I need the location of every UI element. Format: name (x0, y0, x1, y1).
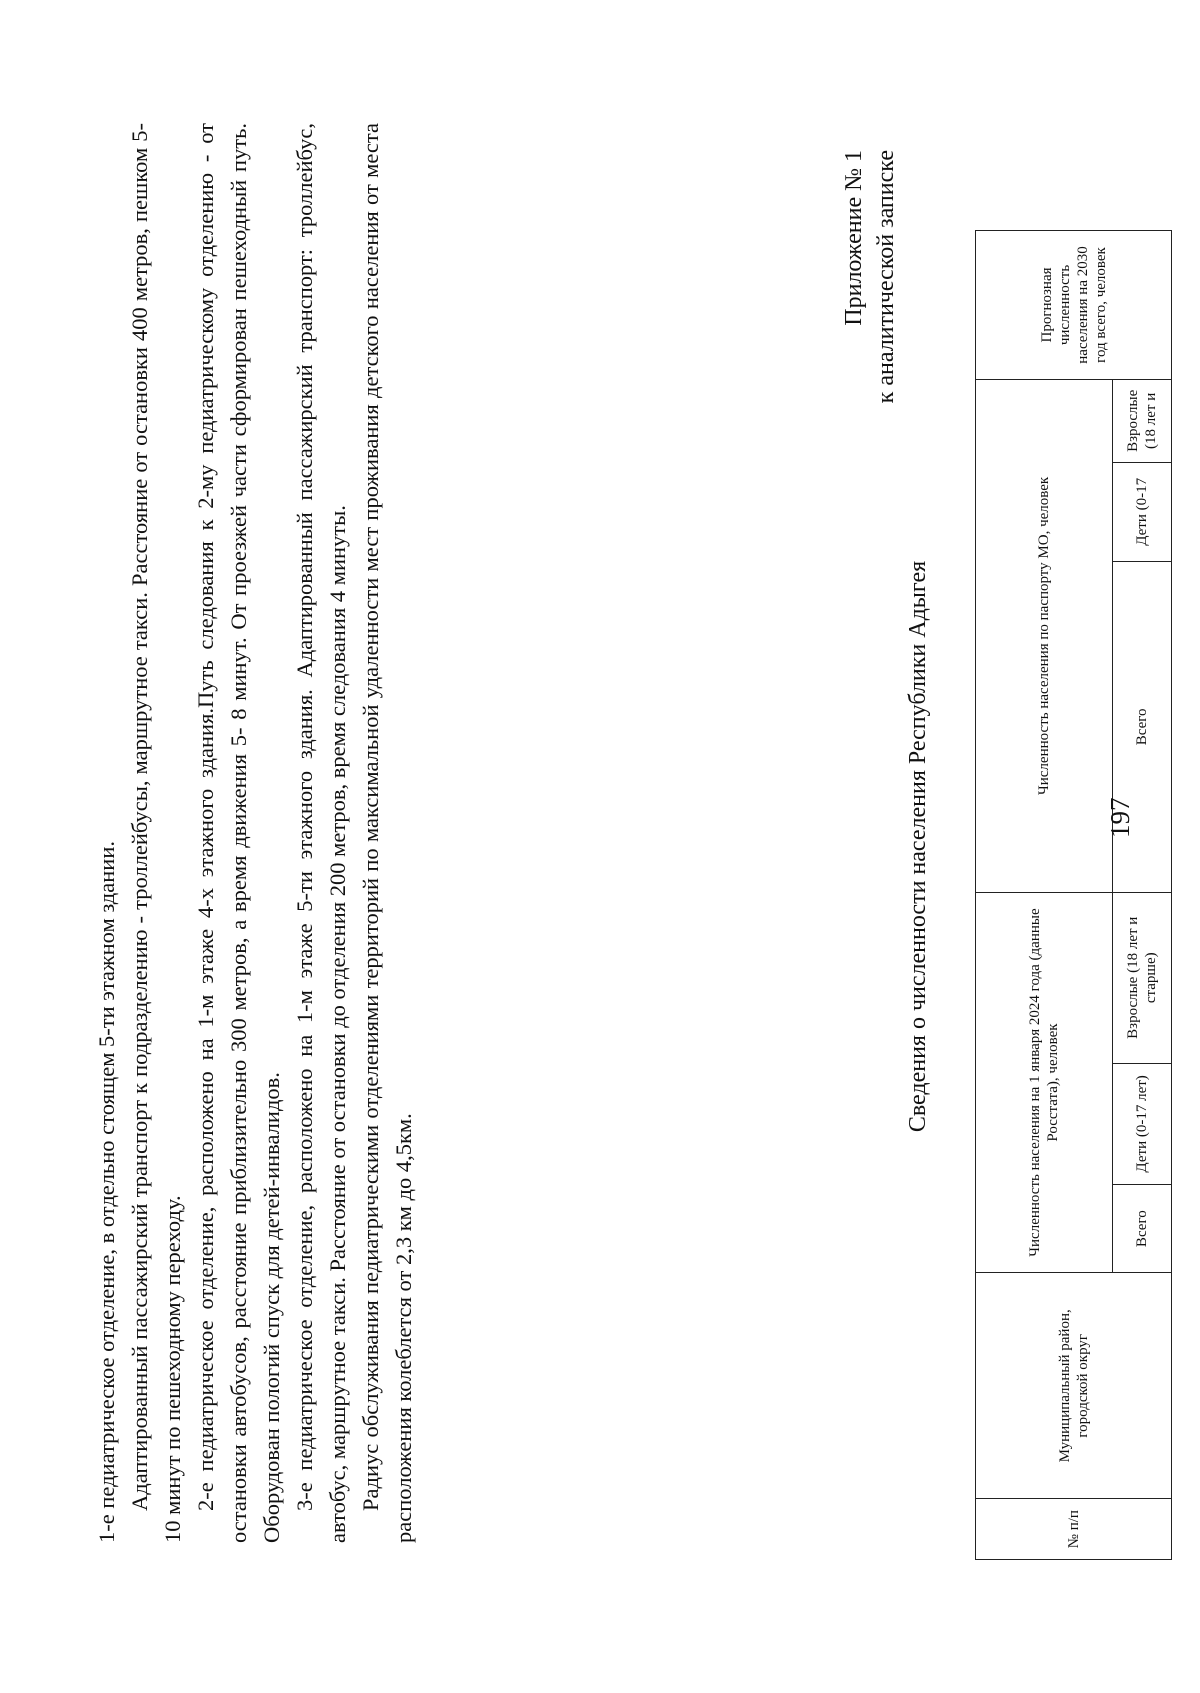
subheader-cell-children: Дети (0-17 лет) (1113, 1063, 1172, 1184)
subheader-cell-adults: Взрослые (18 лет и старше) (1113, 892, 1172, 1063)
header-cell-number: № п/п (976, 1499, 1172, 1560)
page-number: 197 (1105, 797, 1135, 838)
appendix-heading (838, 150, 902, 403)
paragraph: Адаптированный пассажирский транспорт к подразделению - троллейбусы, маршрутное такси. Расстояние от остановки 400 метров, пешком 5-10 минут по пешеходному переходу. (127, 123, 185, 1543)
appendix-line: к аналитической записке (873, 150, 899, 404)
subheader-cell-adults: Взрослые (18 лет и (1113, 379, 1172, 462)
subheader-cell-children: Дети (0-17 (1113, 462, 1172, 561)
paragraph: 1-е педиатрическое отделение, в отдельно стоящем 5-ти этажном здании. (94, 841, 119, 1543)
header-cell-forecast: Прогнозная численность населения на 2030 год всего, человек (976, 231, 1172, 380)
paragraph: 2-е педиатрическое отделение, расположено на 1-м этаже 4-х этажного здания.Путь следования к 2-му педиатрическому отделению - от остановки автобусов, расстояние приблизительно 300 метров, а время движения 5- 8 минут. От проезжей части сформирован пешеходный путь. Оборудован пологий спуск для детей-инвалидов. (193, 123, 284, 1543)
header-cell-district: Муниципальный район, городской округ (976, 1273, 1172, 1499)
body-text (90, 123, 420, 1543)
paragraph: 3-е педиатрическое отделение, расположено на 1-м этаже 5-ти этажного здания. Адаптированный пассажирский транспорт: троллейбус, автобус, маршрутное такси. Расстояние от остановки до отделения 200 метров, время следования 4 минуты. (292, 123, 350, 1543)
appendix-line: Приложение № 1 (841, 150, 867, 326)
population-table (975, 230, 1172, 1560)
paragraph: Радиус обслуживания педиатрическими отделениями территорий по максимальной удаленности мест проживания детского населения от места расположения колеблется от 2,3 км до 4,5км. (358, 123, 416, 1543)
subheader-cell-total: Всего (1113, 1185, 1172, 1273)
header-cell-rosstat: Численность населения на 1 января 2024 года (данные Росстата), человек (976, 892, 1113, 1272)
header-cell-passport: Численность населения по паспорту МО, человек (976, 379, 1113, 892)
subheader-cell-total: Всего (1113, 561, 1172, 892)
table-title: Сведения о численности населения Республики Адыгея (905, 560, 931, 1133)
